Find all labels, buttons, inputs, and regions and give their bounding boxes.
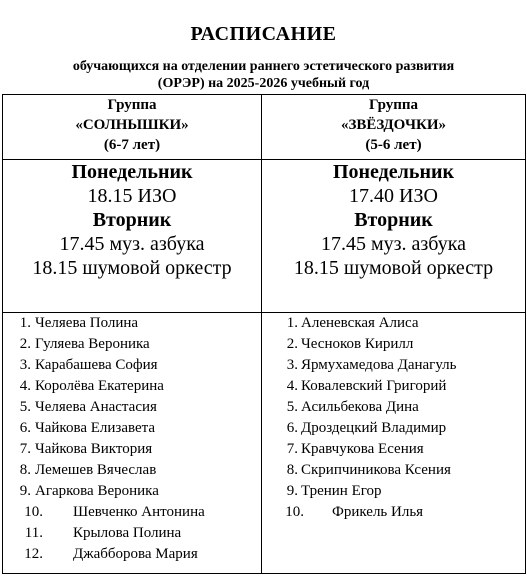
- student-item: [262, 481, 525, 502]
- student-list: [3, 313, 261, 565]
- schedule-solnyshki: [3, 160, 262, 313]
- student-number: 2.: [19, 336, 31, 352]
- student-name: Челяева Полина: [35, 315, 139, 331]
- student-name: Скрипчиникова Ксения: [301, 462, 451, 478]
- students-zvezdochki: [262, 313, 526, 574]
- day-tuesday: Вторник: [354, 209, 433, 231]
- group-age: (5-6 лет): [365, 137, 422, 153]
- student-name: Шевченко Антонина: [73, 504, 205, 520]
- student-number: 1.: [19, 315, 31, 331]
- student-item: [3, 523, 261, 544]
- student-name: Чайкова Елизавета: [35, 420, 156, 436]
- student-name: Чайкова Виктория: [35, 441, 153, 457]
- student-item: [262, 439, 525, 460]
- schedule-table: [2, 94, 526, 574]
- student-number: 3.: [286, 357, 298, 373]
- student-number: 12.: [24, 546, 43, 562]
- student-name: Агаркова Вероника: [35, 483, 159, 499]
- student-item: [262, 313, 525, 334]
- student-number: 1.: [286, 315, 298, 331]
- student-name: Королёва Екатерина: [35, 378, 164, 394]
- student-item: [3, 418, 261, 439]
- group-label: Группа: [107, 97, 157, 113]
- group-age: (6-7 лет): [103, 137, 161, 153]
- student-name: Асильбекова Дина: [301, 399, 419, 415]
- student-number: 3.: [19, 357, 31, 373]
- student-name: Дроздецкий Владимир: [301, 420, 447, 436]
- student-number: 7.: [286, 441, 298, 457]
- student-number: 6.: [19, 420, 31, 436]
- day-monday: Понедельник: [332, 161, 455, 183]
- student-item: [3, 313, 261, 334]
- student-item: [262, 376, 525, 397]
- student-name: Крылова Полина: [73, 525, 182, 541]
- subtitle-line-1: обучающихся на отделении раннего эстетического развития: [72, 59, 455, 74]
- student-number: 9.: [19, 483, 31, 499]
- student-name: Гуляева Вероника: [35, 336, 150, 352]
- schedule-row: [3, 160, 526, 313]
- student-item: [3, 502, 261, 523]
- group-header-solnyshki: [3, 95, 262, 160]
- student-item: [262, 334, 525, 355]
- student-item: [262, 502, 525, 523]
- students-solnyshki: [3, 313, 262, 574]
- student-item: [3, 397, 261, 418]
- lesson: 17.45 муз. азбука: [59, 233, 205, 255]
- student-number: 7.: [19, 441, 31, 457]
- student-item: [3, 481, 261, 502]
- student-name: Джабборова Мария: [73, 546, 198, 562]
- student-item: [3, 544, 261, 565]
- student-name: Ковалевский Григорий: [301, 378, 447, 394]
- student-name: Карабашева София: [35, 357, 158, 373]
- student-item: [262, 460, 525, 481]
- day-tuesday: Вторник: [92, 209, 172, 231]
- student-number: 10.: [285, 504, 304, 520]
- student-name: Челяева Анастасия: [35, 399, 157, 415]
- student-number: 4.: [286, 378, 298, 394]
- student-number: 8.: [286, 462, 298, 478]
- subtitle-line-2: (ОРЭР) на 2025-2026 учебный год: [157, 76, 370, 91]
- student-number: 5.: [19, 399, 31, 415]
- student-item: [3, 460, 261, 481]
- student-number: 8.: [19, 462, 31, 478]
- student-number: 2.: [286, 336, 298, 352]
- student-number: 10.: [24, 504, 43, 520]
- student-item: [262, 355, 525, 376]
- student-name: Ярмухамедова Данагуль: [301, 357, 457, 373]
- lesson: 18.15 ИЗО: [87, 185, 177, 207]
- student-item: [3, 376, 261, 397]
- student-item: [3, 334, 261, 355]
- group-header-zvezdochki: [262, 95, 526, 160]
- student-item: [262, 397, 525, 418]
- day-monday: Понедельник: [71, 161, 193, 183]
- document-subtitle: [0, 58, 527, 92]
- student-name: Тренин Егор: [301, 483, 382, 499]
- student-number: 9.: [286, 483, 298, 499]
- student-number: 6.: [286, 420, 298, 436]
- group-name: «СОЛНЫШКИ»: [75, 117, 189, 133]
- group-header-row: [3, 95, 526, 160]
- student-item: [3, 439, 261, 460]
- lesson: 17.45 муз. азбука: [320, 233, 467, 255]
- student-item: [3, 355, 261, 376]
- group-label: Группа: [368, 97, 419, 113]
- student-name: Кравчукова Есения: [301, 441, 424, 457]
- group-name: «ЗВЁЗДОЧКИ»: [340, 117, 447, 133]
- student-name: Лемешев Вячеслав: [35, 462, 157, 478]
- lesson: 18.15 шумовой оркестр: [32, 257, 232, 279]
- student-list: [262, 313, 525, 523]
- student-number: 11.: [24, 525, 43, 541]
- student-name: Аленевская Алиса: [301, 315, 419, 331]
- student-number: 4.: [19, 378, 31, 394]
- document-title: РАСПИСАНИЕ: [190, 23, 337, 45]
- student-number: 5.: [286, 399, 298, 415]
- students-row: [3, 313, 526, 574]
- schedule-zvezdochki: [262, 160, 526, 313]
- student-item: [262, 418, 525, 439]
- student-name: Чесноков Кирилл: [301, 336, 414, 352]
- lesson: 17.40 ИЗО: [349, 185, 438, 207]
- lesson: 18.15 шумовой оркестр: [293, 257, 494, 279]
- student-name: Фрикель Илья: [332, 504, 424, 520]
